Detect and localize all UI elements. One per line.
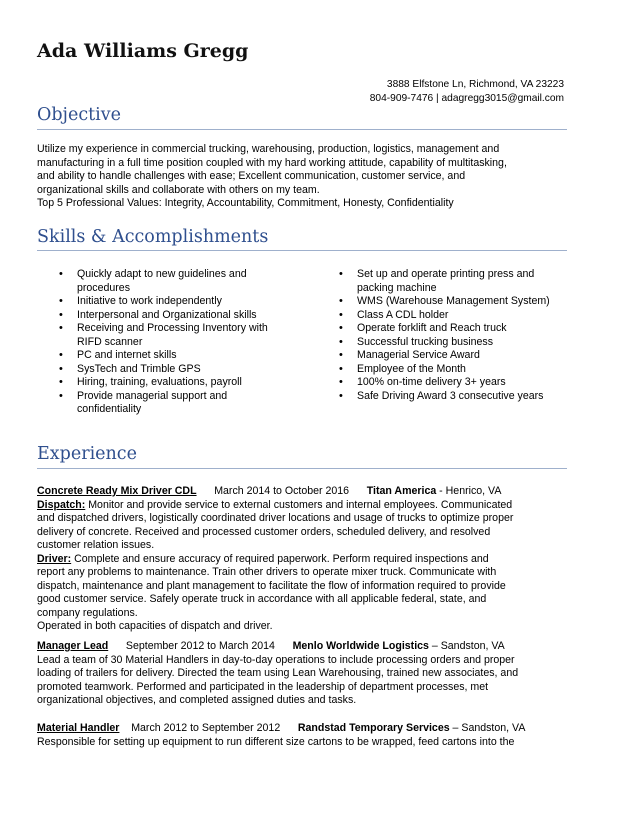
skills-right-column xyxy=(337,268,572,403)
skill-item: • Interpersonal and Organizational skills xyxy=(57,309,282,323)
skill-item: • 100% on-time delivery 3+ years xyxy=(337,376,572,390)
skill-item: • Class A CDL holder xyxy=(337,309,572,323)
driver-line: dispatch, maintenance and plant management to facilitate the flow of information required to provide xyxy=(37,579,506,592)
driver-label: Driver: xyxy=(37,552,72,565)
objective-line: Utilize my experience in commercial trucking, warehousing, production, logistics, management and xyxy=(37,143,500,155)
job-description-line: loading of trailers for delivery. Directed the team using Lean Warehousing, trained new associates, and xyxy=(37,667,519,679)
skills-divider xyxy=(37,250,567,251)
objective-heading: Objective xyxy=(37,105,122,125)
job-location: – Sandston, VA xyxy=(449,722,526,734)
job-title-line xyxy=(37,722,572,736)
skill-item: • Initiative to work independently xyxy=(57,295,282,309)
dispatch-line: and dispatched drivers, logistically coordinated driver locations and usage of trucks to optimize proper xyxy=(37,512,514,524)
driver-line: good customer service. Safely operate truck in accordance with all applicable federal, state, and xyxy=(37,593,487,605)
phone-email: 804-909-7476 | adagregg3015@gmail.com xyxy=(369,93,564,104)
job-title-line xyxy=(37,485,572,499)
candidate-name: Ada Williams Gregg xyxy=(37,40,249,62)
skill-item: • Safe Driving Award 3 consecutive years xyxy=(337,390,572,404)
objective-line: Top 5 Professional Values: Integrity, Accountability, Commitment, Honesty, Confidentiality xyxy=(37,197,454,209)
skill-item: • Set up and operate printing press and packing machine xyxy=(337,268,572,295)
dispatch-line: delivery of concrete. Received and processed customer orders, scheduled delivery, and resolved xyxy=(37,525,491,538)
dispatch-description xyxy=(37,499,572,513)
job-title-line xyxy=(37,640,572,654)
skills-left-column xyxy=(57,268,282,417)
objective-line: organizational skills and collaborate with others on my team. xyxy=(37,183,320,196)
dispatch-label: Dispatch: xyxy=(37,498,86,511)
experience-divider xyxy=(37,468,567,469)
dispatch-line: customer relation issues. xyxy=(37,539,155,551)
job-description-line: Responsible for setting up equipment to run different size cartons to be wrapped, feed cartons into the xyxy=(37,735,515,748)
experience-heading: Experience xyxy=(37,444,137,464)
skill-item: • SysTech and Trimble GPS xyxy=(57,363,282,377)
skill-item: • Employee of the Month xyxy=(337,363,572,377)
job-entry xyxy=(37,640,572,708)
job-dates: March 2014 to October 2016 xyxy=(214,485,350,497)
job-company: Menlo Worldwide Logistics xyxy=(292,640,429,652)
skill-item: • Operate forklift and Reach truck xyxy=(337,322,572,336)
driver-line: Complete and ensure accuracy of required paperwork. Perform required inspections and xyxy=(71,552,489,565)
driver-line: report any problems to maintenance. Train other drivers to operate mixer truck. Communicate with xyxy=(37,566,497,578)
job-title: Material Handler xyxy=(37,722,120,734)
skill-item: • Successful trucking business xyxy=(337,336,572,350)
skill-item: • Hiring, training, evaluations, payroll xyxy=(57,376,282,390)
contact-block xyxy=(370,78,564,106)
job-title: Concrete Ready Mix Driver CDL xyxy=(37,485,197,497)
dispatch-line: Monitor and provide service to external customers and internal employees. Communicated xyxy=(85,498,513,511)
objective-text xyxy=(37,143,572,211)
job-entry xyxy=(37,485,572,634)
skill-item: • Receiving and Processing Inventory with RIFD scanner xyxy=(57,322,282,349)
skill-item: • PC and internet skills xyxy=(57,349,282,363)
driver-line: company regulations. xyxy=(37,606,138,619)
job-location: - Henrico, VA xyxy=(436,485,502,497)
job-company: Titan America xyxy=(366,485,437,497)
job-title: Manager Lead xyxy=(37,640,109,652)
job-dates: March 2012 to September 2012 xyxy=(131,722,281,734)
skill-item: • Managerial Service Award xyxy=(337,349,572,363)
job-location: – Sandston, VA xyxy=(428,640,505,652)
job-entry xyxy=(37,722,572,749)
objective-line: and ability to handle challenges with ease; Excellent communication, customer service, and xyxy=(37,170,466,182)
skill-item: • Quickly adapt to new guidelines and procedures xyxy=(57,268,282,295)
job-company: Randstad Temporary Services xyxy=(297,722,450,734)
job-description-line: Lead a team of 30 Material Handlers in day-to-day operations to include processing orders and proper xyxy=(37,653,515,666)
job-description-line: organizational objectives, and completed assigned duties and tasks. xyxy=(37,694,357,706)
skills-heading: Skills & Accomplishments xyxy=(37,227,269,247)
skill-item: • Provide managerial support and confidentiality xyxy=(57,390,282,417)
driver-line: Operated in both capacities of dispatch and driver. xyxy=(37,620,273,632)
objective-line: manufacturing in a full time position coupled with my hard working attitude, capability of multitasking, xyxy=(37,156,507,169)
job-description-line: promoted teamwork. Performed and participated in the leadership of department processes, met xyxy=(37,680,489,693)
objective-divider xyxy=(37,129,567,130)
job-dates: September 2012 to March 2014 xyxy=(125,640,275,652)
skill-item: • WMS (Warehouse Management System) xyxy=(337,295,572,309)
address: 3888 Elfstone Ln, Richmond, VA 23223 xyxy=(386,79,564,90)
driver-description xyxy=(37,553,572,567)
